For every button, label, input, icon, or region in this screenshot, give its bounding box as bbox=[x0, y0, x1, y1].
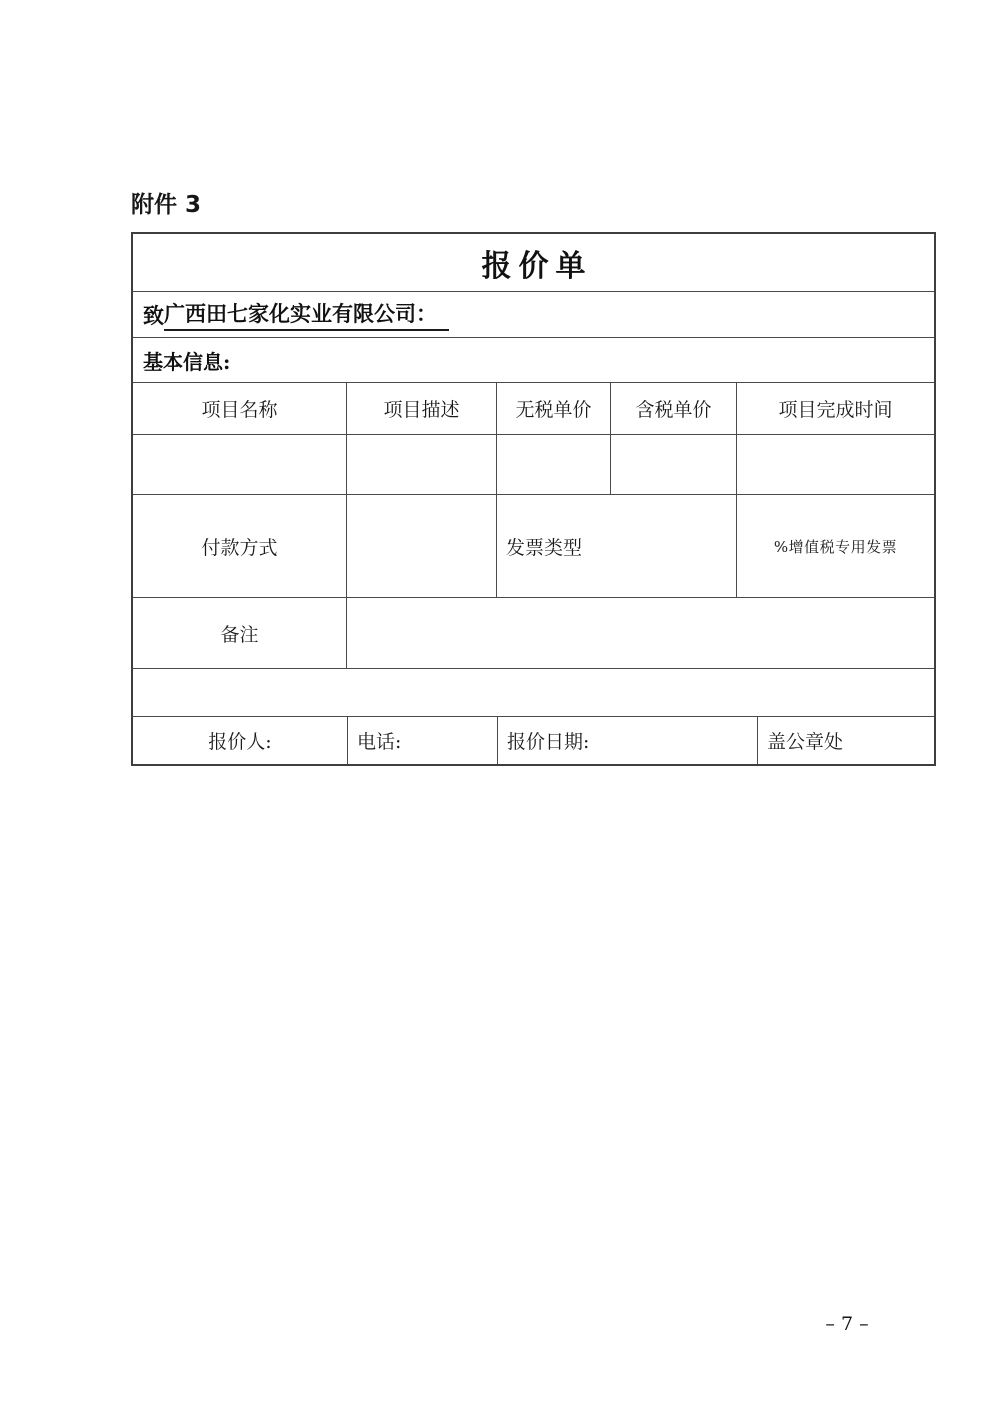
table-row-signature bbox=[133, 716, 934, 764]
table-row-basic-info bbox=[133, 337, 934, 382]
table-row-data-empty bbox=[133, 434, 934, 494]
quotation-title: 报价单 bbox=[481, 248, 593, 284]
table-row-title bbox=[133, 234, 934, 291]
recipient-line bbox=[133, 292, 934, 337]
empty-cell-price-with-tax bbox=[610, 435, 736, 494]
empty-cell-payment-method bbox=[346, 495, 496, 597]
recipient-company-underline bbox=[164, 298, 449, 331]
empty-cell-spacer bbox=[133, 669, 934, 716]
table-row-blank bbox=[133, 668, 934, 716]
quoter-label: 报价人: bbox=[208, 731, 272, 753]
invoice-note: %增值税专用发票 bbox=[736, 495, 934, 597]
table-row-recipient bbox=[133, 291, 934, 337]
col-header-project-desc: 项目描述 bbox=[346, 383, 496, 434]
col-header-completion-time: 项目完成时间 bbox=[736, 383, 934, 434]
col-header-price-no-tax: 无税单价 bbox=[496, 383, 610, 434]
recipient-prefix: 致 bbox=[143, 302, 164, 328]
table-row-headers bbox=[133, 382, 934, 434]
recipient-company: 广西田七家化实业有限公司： bbox=[164, 301, 437, 326]
col-header-project-name: 项目名称 bbox=[201, 399, 278, 421]
table-row-payment bbox=[133, 494, 934, 597]
empty-cell-project-name bbox=[133, 435, 346, 494]
empty-cell-completion-time bbox=[736, 435, 934, 494]
seal-place-label: 盖公章处 bbox=[757, 717, 934, 764]
remark-label: 备注 bbox=[220, 623, 259, 646]
phone-label: 电话: bbox=[347, 717, 497, 764]
quote-date-label: 报价日期: bbox=[497, 717, 757, 764]
empty-cell-project-desc bbox=[346, 435, 496, 494]
table-row-remark bbox=[133, 597, 934, 668]
empty-cell-price-no-tax bbox=[496, 435, 610, 494]
basic-info-label: 基本信息: bbox=[143, 349, 231, 374]
empty-cell-remark bbox=[346, 598, 934, 668]
invoice-type-label: 发票类型 bbox=[496, 495, 736, 597]
attachment-label: 附件 3 bbox=[131, 192, 202, 218]
page-number: – 7 – bbox=[825, 1313, 869, 1335]
col-header-price-with-tax: 含税单价 bbox=[610, 383, 736, 434]
payment-method-label: 付款方式 bbox=[201, 536, 278, 559]
quotation-table bbox=[131, 232, 936, 766]
